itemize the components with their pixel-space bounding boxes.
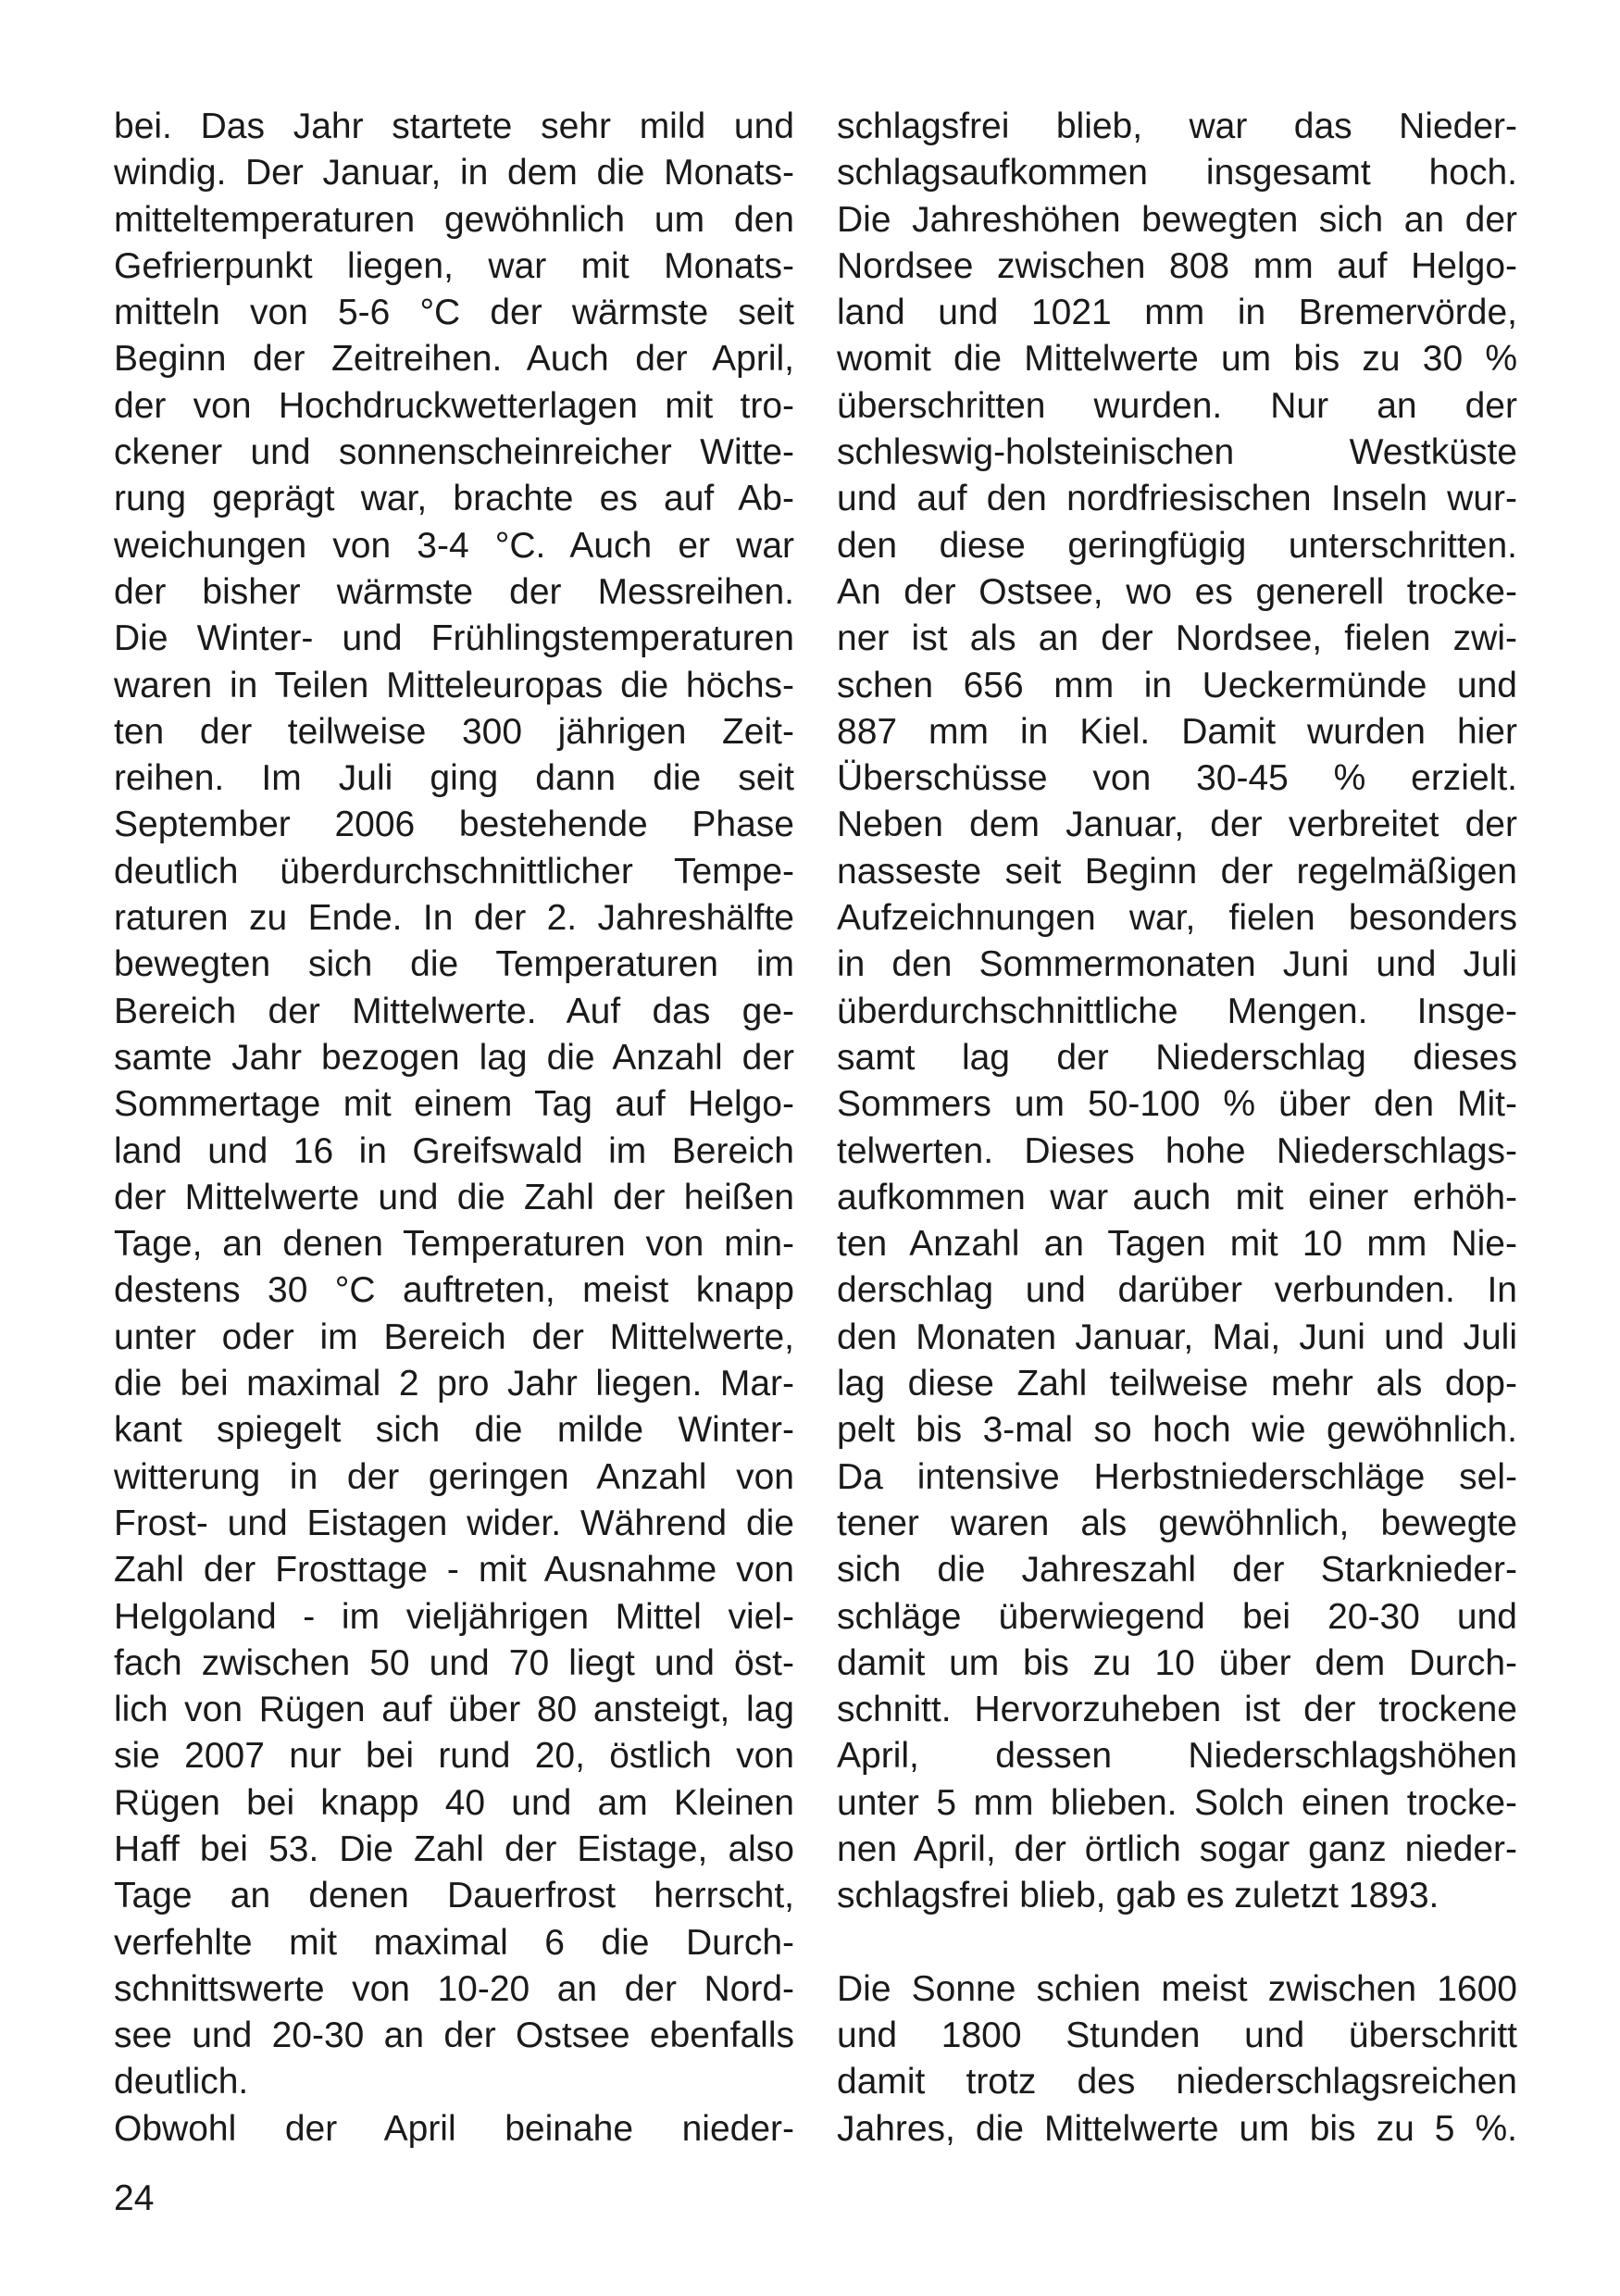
text-line: Tage an denen Dauerfrost herrscht,	[114, 1876, 794, 1916]
text-line: schleswig-holsteinischen Westküste	[837, 432, 1517, 473]
text-line: damit um bis zu 10 über dem Durch-	[837, 1642, 1517, 1683]
text-line: Die Winter- und Frühlingstemperaturen	[114, 618, 794, 659]
text-line: schläge überwiegend bei 20-30 und	[837, 1596, 1517, 1637]
text-line: windig. Der Januar, in dem die Monats-	[114, 153, 794, 193]
text-line: tener waren als gewöhnlich, bewegte	[837, 1503, 1517, 1543]
text-line: samt lag der Niederschlag dieses	[837, 1037, 1517, 1078]
text-line: pelt bis 3-mal so hoch wie gewöhnlich.	[837, 1410, 1517, 1451]
text-line: schnitt. Hervorzuheben ist der trockene	[837, 1690, 1517, 1730]
text-line: und auf den nordfriesischen Inseln wur-	[837, 479, 1517, 519]
text-line: Die Sonne schien meist zwischen 1600	[837, 1968, 1517, 2009]
text-line: destens 30 °C auftreten, meist knapp	[114, 1270, 794, 1311]
text-line: derschlag und darüber verbunden. In	[837, 1270, 1517, 1311]
text-line: lich von Rügen auf über 80 ansteigt, lag	[114, 1690, 794, 1730]
text-line: Aufzeichnungen war, fielen besonders	[837, 898, 1517, 939]
text-line: unter 5 mm blieben. Solch einen trocke-	[837, 1782, 1517, 1823]
text-column-left	[114, 104, 794, 2152]
text-line: schlagsaufkommen insgesamt hoch.	[837, 153, 1517, 193]
text-line: schnittswerte von 10-20 an der Nord-	[114, 1968, 794, 2009]
text-line: An der Ostsee, wo es generell trocke-	[837, 571, 1517, 612]
text-line: Nordsee zwischen 808 mm auf Helgo-	[837, 245, 1517, 286]
text-line: die bei maximal 2 pro Jahr liegen. Mar-	[114, 1364, 794, 1404]
text-line: schen 656 mm in Ueckermünde und	[837, 665, 1517, 705]
text-line: und 1800 Stunden und überschritt	[837, 2015, 1517, 2056]
text-line: ten Anzahl an Tagen mit 10 mm Nie-	[837, 1224, 1517, 1265]
text-line: ner ist als an der Nordsee, fielen zwi-	[837, 618, 1517, 659]
text-line: schlagsfrei blieb, war das Nieder-	[837, 106, 1517, 146]
text-line: Zahl der Frosttage - mit Ausnahme von	[114, 1550, 794, 1591]
text-line: bei. Das Jahr startete sehr mild und	[114, 106, 794, 146]
text-line: deutlich überdurchschnittlicher Tempe-	[114, 851, 794, 892]
text-column-right	[837, 104, 1517, 2152]
text-line: kant spiegelt sich die milde Winter-	[114, 1410, 794, 1451]
page-number: 24	[114, 2178, 155, 2218]
text-line: Sommertage mit einem Tag auf Helgo-	[114, 1084, 794, 1125]
text-line: raturen zu Ende. In der 2. Jahreshälfte	[114, 898, 794, 939]
text-line: September 2006 bestehende Phase	[114, 805, 794, 845]
text-line: bewegten sich die Temperaturen im	[114, 944, 794, 985]
text-line: deutlich.	[114, 2062, 249, 2103]
text-line: waren in Teilen Mitteleuropas die höchs-	[114, 665, 794, 705]
text-line: telwerten. Dieses hohe Niederschlags-	[837, 1130, 1517, 1171]
text-line: weichungen von 3-4 °C. Auch er war	[114, 525, 794, 566]
text-line: reihen. Im Juli ging dann die seit	[114, 758, 794, 799]
text-line: den diese geringfügig unterschritten.	[837, 525, 1517, 566]
text-line: April, dessen Niederschlagshöhen	[837, 1736, 1517, 1777]
text-line: witterung in der geringen Anzahl von	[114, 1456, 794, 1497]
text-line: Obwohl der April beinahe nieder-	[114, 2108, 794, 2149]
text-line: nen April, der örtlich sogar ganz nieder-	[837, 1828, 1517, 1869]
text-line: verfehlte mit maximal 6 die Durch-	[114, 1922, 794, 1963]
text-line: der von Hochdruckwetterlagen mit tro-	[114, 385, 794, 426]
text-line: nasseste seit Beginn der regelmäßigen	[837, 851, 1517, 892]
text-line: fach zwischen 50 und 70 liegt und öst-	[114, 1642, 794, 1683]
text-line: sich die Jahreszahl der Starknieder-	[837, 1550, 1517, 1591]
text-line: in den Sommermonaten Juni und Juli	[837, 944, 1517, 985]
text-line: Überschüsse von 30-45 % erzielt.	[837, 758, 1517, 799]
text-line: sie 2007 nur bei rund 20, östlich von	[114, 1736, 794, 1777]
text-line: womit die Mittelwerte um bis zu 30 %	[837, 339, 1517, 380]
text-line: überdurchschnittliche Mengen. Insge-	[837, 991, 1517, 1031]
text-line: ten der teilweise 300 jährigen Zeit-	[114, 711, 794, 752]
text-line: ckener und sonnenscheinreicher Witte-	[114, 432, 794, 473]
text-line: rung geprägt war, brachte es auf Ab-	[114, 479, 794, 519]
text-line: Haff bei 53. Die Zahl der Eistage, also	[114, 1828, 794, 1869]
text-line: der bisher wärmste der Messreihen.	[114, 571, 794, 612]
text-line: Bereich der Mittelwerte. Auf das ge-	[114, 991, 794, 1031]
text-line: den Monaten Januar, Mai, Juni und Juli	[837, 1316, 1517, 1357]
text-line: 887 mm in Kiel. Damit wurden hier	[837, 711, 1517, 752]
paragraph-gap	[837, 1920, 1517, 1966]
text-line: aufkommen war auch mit einer erhöh-	[837, 1177, 1517, 1217]
text-line: damit trotz des niederschlagsreichen	[837, 2062, 1517, 2103]
text-line: see und 20-30 an der Ostsee ebenfalls	[114, 2015, 794, 2056]
text-line: lag diese Zahl teilweise mehr als dop-	[837, 1364, 1517, 1404]
text-line: Frost- und Eistagen wider. Während die	[114, 1503, 794, 1543]
text-line: Beginn der Zeitreihen. Auch der April,	[114, 339, 794, 380]
text-line: samte Jahr bezogen lag die Anzahl der	[114, 1037, 794, 1078]
text-line: mitteltemperaturen gewöhnlich um den	[114, 199, 794, 240]
text-line: überschritten wurden. Nur an der	[837, 385, 1517, 426]
text-line: land und 16 in Greifswald im Bereich	[114, 1130, 794, 1171]
text-line: der Mittelwerte und die Zahl der heißen	[114, 1177, 794, 1217]
text-line: Gefrierpunkt liegen, war mit Monats-	[114, 245, 794, 286]
text-line: Die Jahreshöhen bewegten sich an der	[837, 199, 1517, 240]
text-line: schlagsfrei blieb, gab es zuletzt 1893.	[837, 1876, 1439, 1916]
text-line: land und 1021 mm in Bremervörde,	[837, 293, 1517, 333]
text-line: Jahres, die Mittelwerte um bis zu 5 %.	[837, 2108, 1517, 2149]
text-line: mitteln von 5-6 °C der wärmste seit	[114, 293, 794, 333]
text-line: Helgoland - im vieljährigen Mittel viel-	[114, 1596, 794, 1637]
text-line: Neben dem Januar, der verbreitet der	[837, 805, 1517, 845]
text-line: Rügen bei knapp 40 und am Kleinen	[114, 1782, 794, 1823]
text-line: Sommers um 50-100 % über den Mit-	[837, 1084, 1517, 1125]
text-line: Tage, an denen Temperaturen von min-	[114, 1224, 794, 1265]
text-line: unter oder im Bereich der Mittelwerte,	[114, 1316, 794, 1357]
text-line: Da intensive Herbstniederschläge sel-	[837, 1456, 1517, 1497]
